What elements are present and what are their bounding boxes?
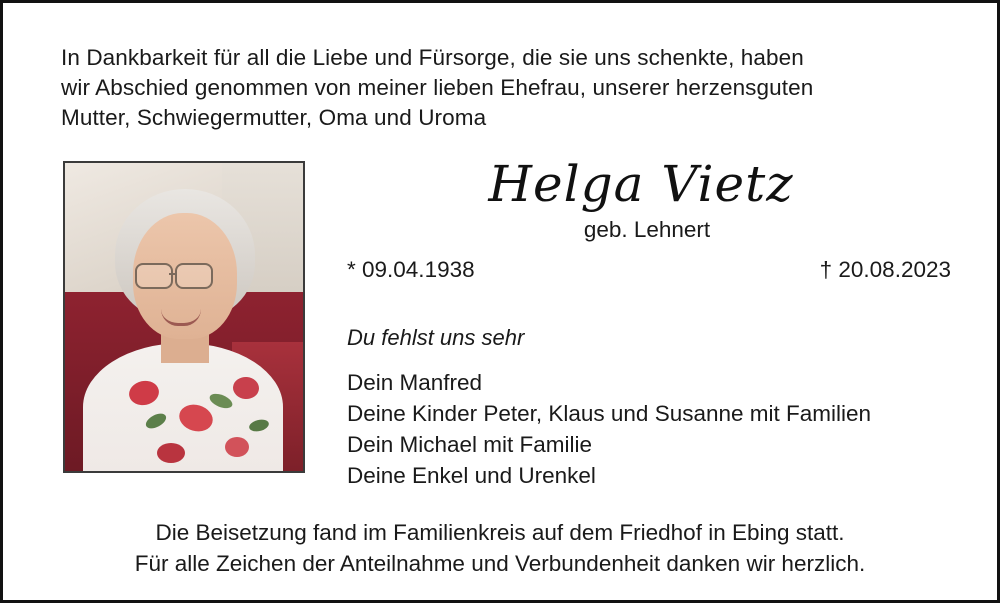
survivor-line: Dein Manfred	[347, 370, 483, 395]
maiden-name: geb. Lehnert	[583, 217, 711, 242]
survivor-line: Deine Kinder Peter, Klaus und Susanne mit Familien	[347, 401, 872, 426]
main-section	[45, 155, 955, 491]
intro-line-3: Mutter, Schwiegermutter, Oma und Uroma	[61, 105, 487, 130]
birth-date: * 09.04.1938	[347, 257, 475, 282]
details-column	[305, 155, 955, 491]
glasses-icon	[175, 263, 213, 289]
floral-pattern-icon	[176, 401, 216, 435]
leaf-icon	[143, 411, 168, 432]
footer-line-2: Für alle Zeichen der Anteilnahme und Verbundenheit danken wir herzlich.	[134, 551, 866, 576]
intro-line-2: wir Abschied genommen von meiner lieben Ehefrau, unserer herzensguten	[61, 75, 814, 100]
glasses-bridge	[169, 273, 177, 275]
epitaph-text: Du fehlst uns sehr	[347, 325, 525, 350]
footer-line-1: Die Beisetzung fand im Familienkreis auf dem Friedhof in Ebing statt.	[155, 520, 845, 545]
intro-text	[61, 43, 955, 133]
intro-line-1: In Dankbarkeit für all die Liebe und Fürsorge, die sie uns schenkte, haben	[61, 45, 804, 70]
deceased-name: Helga Vietz	[488, 155, 794, 213]
portrait-photo	[63, 161, 305, 473]
life-dates	[347, 257, 955, 283]
floral-pattern-icon	[225, 437, 249, 457]
death-date: † 20.08.2023	[819, 257, 951, 282]
glasses-icon	[135, 263, 173, 289]
survivor-line: Dein Michael mit Familie	[347, 432, 593, 457]
floral-pattern-icon	[127, 378, 161, 408]
leaf-icon	[248, 418, 270, 434]
floral-pattern-icon	[157, 443, 185, 463]
survivors-list	[347, 367, 955, 491]
footer-text	[45, 517, 955, 579]
photo-container	[63, 161, 305, 473]
leaf-icon	[208, 391, 235, 411]
survivor-line: Deine Enkel und Urenkel	[347, 463, 596, 488]
floral-pattern-icon	[232, 376, 260, 400]
